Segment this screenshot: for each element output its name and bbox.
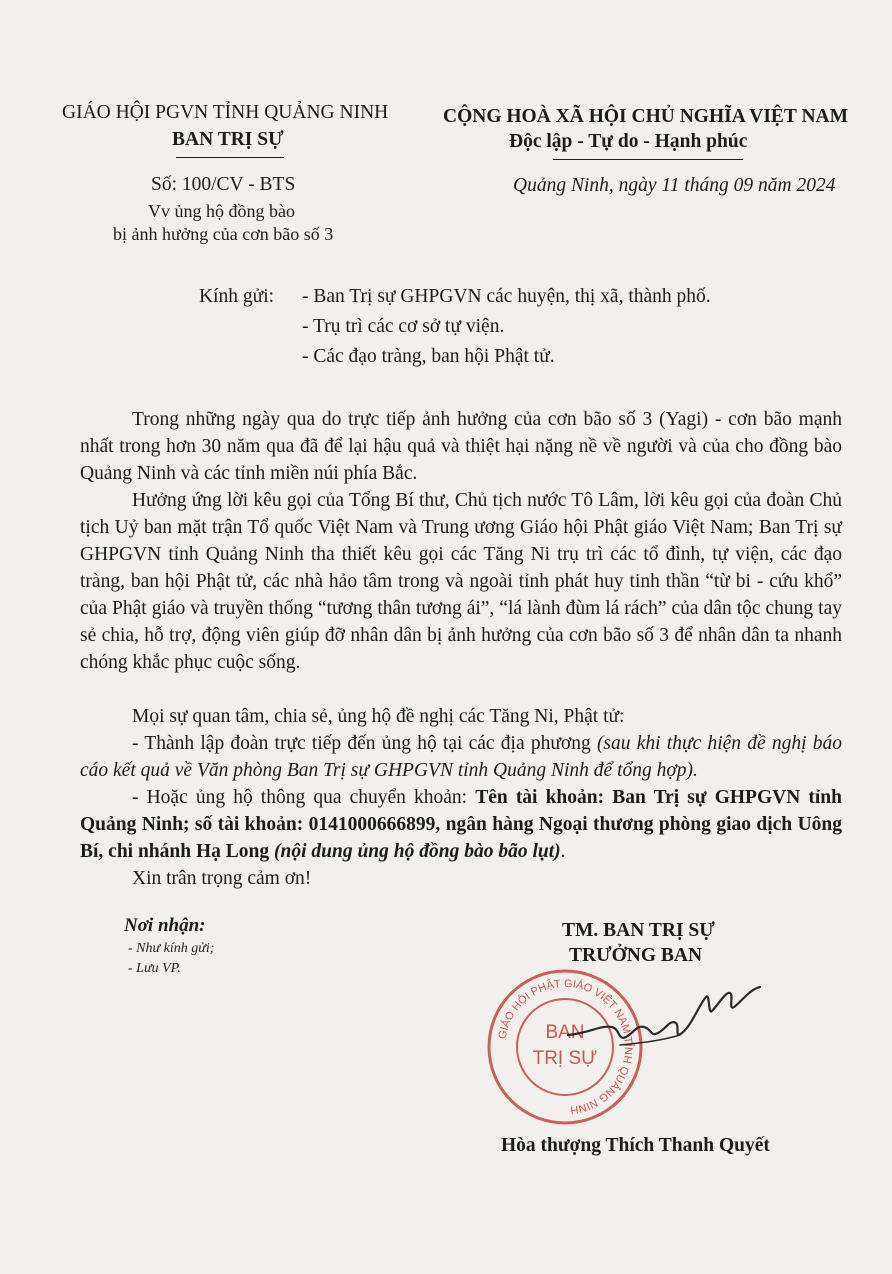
recipients-footer-item: - Như kính gửi; <box>128 941 215 956</box>
paragraph-5-text: - Hoặc ủng hộ thông qua chuyển khoản: <box>132 787 476 808</box>
recipients-footer-label: Nơi nhận: <box>124 915 206 936</box>
recipient-item: - Các đạo tràng, ban hội Phật tử. <box>302 346 555 367</box>
bank-account-info: Tên tài khoản: Ban Trị sự GHPGVN tỉnh Quảng Ninh; số tài khoản: 0141000666899, ngân hàng Ngoại thương phòng giao dịch Uông Bí, chi nhánh Hạ Long <box>80 787 842 862</box>
subject-line-2: bị ảnh hưởng của cơn bão số 3 <box>113 224 334 244</box>
recipients-footer-item: - Lưu VP. <box>128 961 181 976</box>
org-department: BAN TRỊ SỰ <box>172 129 284 150</box>
document-number: Số: 100/CV - BTS <box>151 174 296 195</box>
signature-position: TRƯỞNG BAN <box>569 945 703 966</box>
handwritten-signature <box>560 975 770 1065</box>
transfer-content-note: (nội dung ủng hộ đồng bào bão lụt) <box>274 841 561 862</box>
date-line: Quảng Ninh, ngày 11 tháng 09 năm 2024 <box>513 175 836 196</box>
motto-underline <box>553 159 743 160</box>
seal-center-line-1: BAN <box>545 1022 585 1043</box>
signer-name: Hòa thượng Thích Thanh Quyết <box>501 1135 770 1156</box>
paragraph-4-text: - Thành lập đoàn trực tiếp đến ủng hộ tại các địa phương <box>132 733 597 754</box>
paragraph-2: Hưởng ứng lời kêu gọi của Tổng Bí thư, Chủ tịch nước Tô Lâm, lời kêu gọi của đoàn Chủ tịch Uỷ ban mặt trận Tổ quốc Việt Nam và Trung ương Giáo hội Phật giáo Việt Nam; Ban Trị sự GHPGVN tỉnh Quảng Ninh tha thiết kêu gọi các Tăng Ni trụ trì các tổ đình, tự viện, các đạo tràng, ban hội Phật tử, các nhà hảo tâm trong và ngoài tỉnh phát huy tinh thần “từ bi - cứu khổ” của Phật giáo và truyền thống “tương thân tương ái”, “lá lành đùm lá rách” của dân tộc chung tay sẻ chia, hỗ trợ, động viên giúp đỡ nhân dân bị ảnh hưởng của cơn bão số 3 để nhân dân ta nhanh chóng khắc phục cuộc sống. <box>80 490 842 673</box>
paragraph-1: Trong những ngày qua do trực tiếp ảnh hưởng của cơn bão số 3 (Yagi) - cơn bão mạnh nhất trong hơn 30 năm qua đã để lại hậu quả và thiệt hại nặng nề về người và của cho đồng bào Quảng Ninh và các tỉnh miền núi phía Bắc. <box>80 409 842 484</box>
seal-center-line-2: TRỊ SỰ <box>532 1048 598 1069</box>
org-name: GIÁO HỘI PGVN TỈNH QUẢNG NINH <box>62 102 389 123</box>
country-motto: Độc lập - Tự do - Hạnh phúc <box>509 131 748 152</box>
paragraph-5 <box>80 784 842 865</box>
paragraph-3: Mọi sự quan tâm, chia sẻ, ủng hộ đề nghị các Tăng Ni, Phật tử: <box>132 706 625 727</box>
paragraph-5-end: . <box>560 841 566 862</box>
paragraph-4 <box>80 730 842 784</box>
seal-ring-text: GIÁO HỘI PHẬT GIÁO VIỆT NAM TỈNH QUẢNG NINH <box>496 977 635 1116</box>
org-underline <box>176 157 284 158</box>
recipient-item: - Ban Trị sự GHPGVN các huyện, thị xã, thành phố. <box>302 286 711 307</box>
recipient-item: - Trụ trì các cơ sở tự viện. <box>302 316 505 337</box>
paragraph-4-note: (sau khi thực hiện đề nghị báo cáo kết quả về Văn phòng Ban Trị sự GHPGVN tỉnh Quảng Ninh để tổng hợp). <box>80 733 842 781</box>
recipients-label: Kính gửi: <box>199 286 275 307</box>
country-name: CỘNG HOÀ XÃ HỘI CHỦ NGHĨA VIỆT NAM <box>443 106 849 127</box>
signature-title: TM. BAN TRỊ SỰ <box>562 920 715 941</box>
subject-line-1: Vv ủng hộ đồng bào <box>148 201 295 221</box>
closing-thanks: Xin trân trọng cảm ơn! <box>132 868 312 889</box>
